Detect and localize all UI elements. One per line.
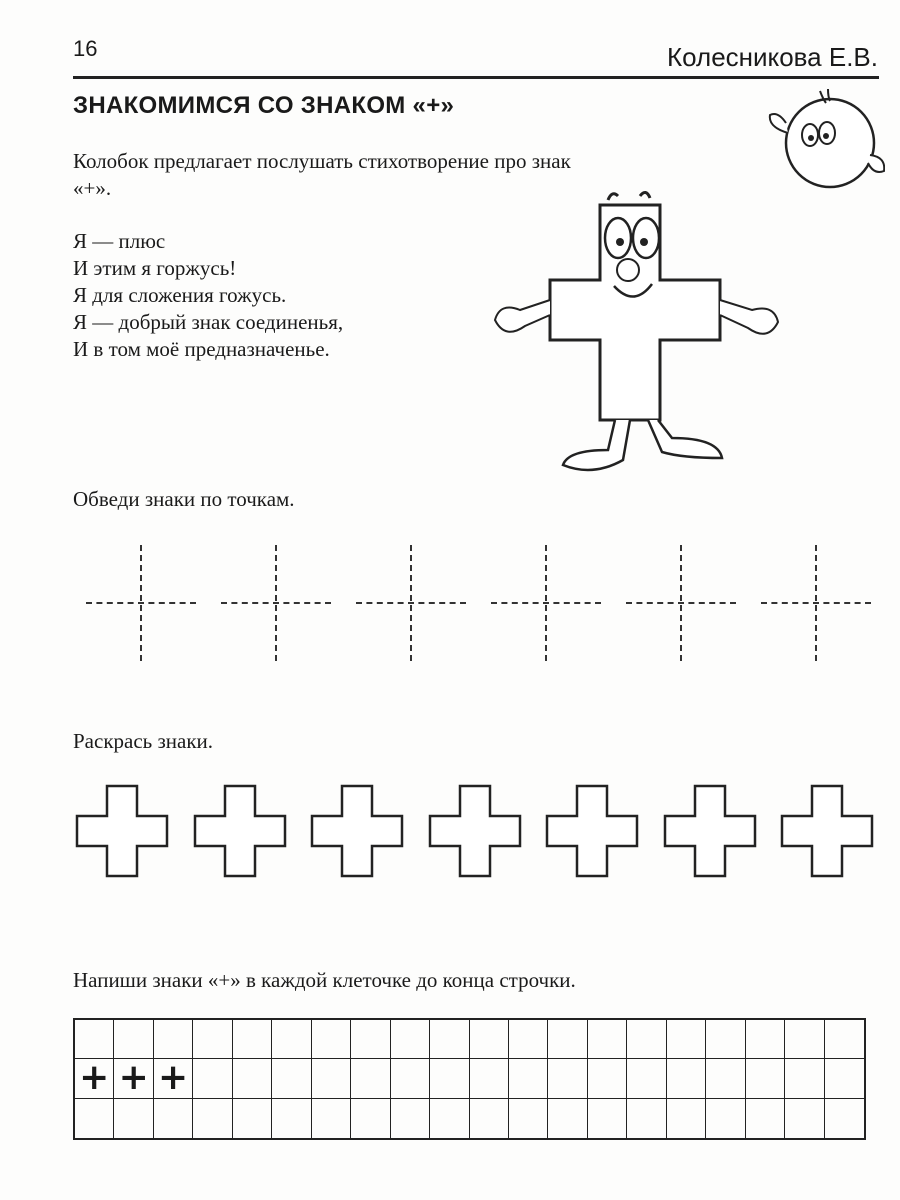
grid-cell[interactable] xyxy=(548,1099,587,1138)
grid-cell[interactable] xyxy=(785,1020,824,1059)
grid-cell[interactable] xyxy=(312,1059,351,1098)
grid-cell[interactable] xyxy=(193,1099,232,1138)
poem xyxy=(73,228,343,363)
poem-line: Я — добрый знак соединенья, xyxy=(73,310,344,334)
grid-cell[interactable] xyxy=(667,1099,706,1138)
grid-cell[interactable] xyxy=(706,1020,745,1059)
outline-plus[interactable] xyxy=(75,784,169,878)
grid-cell[interactable] xyxy=(627,1020,666,1059)
grid-cell[interactable] xyxy=(430,1020,469,1059)
grid-cell[interactable] xyxy=(430,1099,469,1138)
grid-cell[interactable] xyxy=(548,1059,587,1098)
grid-cell[interactable] xyxy=(154,1059,193,1098)
grid-cell[interactable] xyxy=(114,1020,153,1059)
grid-cell[interactable] xyxy=(351,1099,390,1138)
grid-cell[interactable] xyxy=(351,1020,390,1059)
grid-cell[interactable] xyxy=(154,1099,193,1138)
grid-cell[interactable] xyxy=(746,1059,785,1098)
grid-cell[interactable] xyxy=(154,1020,193,1059)
grid-cell[interactable] xyxy=(391,1059,430,1098)
outline-plus[interactable] xyxy=(780,784,874,878)
grid-cell[interactable] xyxy=(667,1059,706,1098)
grid-cell[interactable] xyxy=(233,1099,272,1138)
outline-plus[interactable] xyxy=(428,784,522,878)
grid-cell[interactable] xyxy=(509,1020,548,1059)
plus-mascot-illustration xyxy=(490,180,790,485)
grid-cell[interactable] xyxy=(588,1020,627,1059)
task-write-label: Напиши знаки «+» в каждой клеточке до конца строчки. xyxy=(73,968,576,992)
task-color-label: Раскрась знаки. xyxy=(73,729,214,753)
grid-cell[interactable] xyxy=(272,1099,311,1138)
grid-cell[interactable] xyxy=(233,1059,272,1098)
poem-line: И этим я горжусь! xyxy=(73,256,237,280)
grid-cell[interactable] xyxy=(627,1099,666,1138)
grid-cell[interactable] xyxy=(351,1059,390,1098)
grid-cell[interactable] xyxy=(746,1020,785,1059)
page-title: ЗНАКОМИМСЯ СО ЗНАКОМ «+» xyxy=(73,92,455,119)
grid-cell[interactable] xyxy=(509,1059,548,1098)
poem-line: Я — плюс xyxy=(73,229,166,253)
grid-cell[interactable] xyxy=(391,1099,430,1138)
outline-plus[interactable] xyxy=(545,784,639,878)
grid-cell[interactable] xyxy=(627,1059,666,1098)
grid-cell[interactable] xyxy=(272,1059,311,1098)
dotted-plus[interactable] xyxy=(491,545,601,661)
kolobok-illustration xyxy=(760,85,885,195)
grid-cell[interactable] xyxy=(75,1099,114,1138)
task-trace-label: Обведи знаки по точкам. xyxy=(73,487,295,511)
dotted-plus[interactable] xyxy=(356,545,466,661)
dotted-plus[interactable] xyxy=(86,545,196,661)
poem-line: Я для сложения гожусь. xyxy=(73,283,287,307)
writing-grid xyxy=(73,1018,866,1140)
grid-cell[interactable] xyxy=(825,1059,864,1098)
dotted-plus[interactable] xyxy=(221,545,331,661)
outline-plus[interactable] xyxy=(193,784,287,878)
grid-cell[interactable] xyxy=(470,1020,509,1059)
grid-cell[interactable] xyxy=(667,1020,706,1059)
grid-cell[interactable] xyxy=(272,1020,311,1059)
dotted-plus[interactable] xyxy=(761,545,871,661)
grid-cell[interactable] xyxy=(193,1059,232,1098)
grid-cell[interactable] xyxy=(825,1020,864,1059)
grid-cell[interactable] xyxy=(548,1020,587,1059)
sample-plus: + xyxy=(118,1057,149,1099)
outline-plus[interactable] xyxy=(663,784,757,878)
grid-cell[interactable] xyxy=(785,1059,824,1098)
outline-plus[interactable] xyxy=(310,784,404,878)
grid-cell[interactable] xyxy=(785,1099,824,1138)
grid-cell[interactable] xyxy=(588,1059,627,1098)
grid-cell[interactable] xyxy=(509,1099,548,1138)
grid-cell[interactable] xyxy=(391,1020,430,1059)
grid-cell[interactable] xyxy=(588,1099,627,1138)
grid-cell[interactable] xyxy=(75,1059,114,1098)
dotted-plus[interactable] xyxy=(626,545,736,661)
grid-cell[interactable] xyxy=(114,1059,153,1098)
sample-plus: + xyxy=(158,1057,189,1099)
grid-cell[interactable] xyxy=(312,1020,351,1059)
header-divider xyxy=(73,76,879,79)
author-name: Колесникова Е.В. xyxy=(666,42,878,72)
grid-cell[interactable] xyxy=(706,1059,745,1098)
grid-cell[interactable] xyxy=(233,1020,272,1059)
grid-cell[interactable] xyxy=(312,1099,351,1138)
grid-cell[interactable] xyxy=(706,1099,745,1138)
intro-text: Колобок предлагает послушать стихотворение про знак «+». xyxy=(73,149,571,200)
grid-cell[interactable] xyxy=(746,1099,785,1138)
page-number: 16 xyxy=(73,36,98,61)
grid-cell[interactable] xyxy=(75,1020,114,1059)
grid-cell[interactable] xyxy=(470,1059,509,1098)
grid-cell[interactable] xyxy=(430,1059,469,1098)
sample-plus: + xyxy=(79,1057,110,1099)
grid-cell[interactable] xyxy=(193,1020,232,1059)
grid-cell[interactable] xyxy=(114,1099,153,1138)
grid-cell[interactable] xyxy=(825,1099,864,1138)
poem-line: И в том моё предназначенье. xyxy=(73,337,330,361)
grid-cell[interactable] xyxy=(470,1099,509,1138)
